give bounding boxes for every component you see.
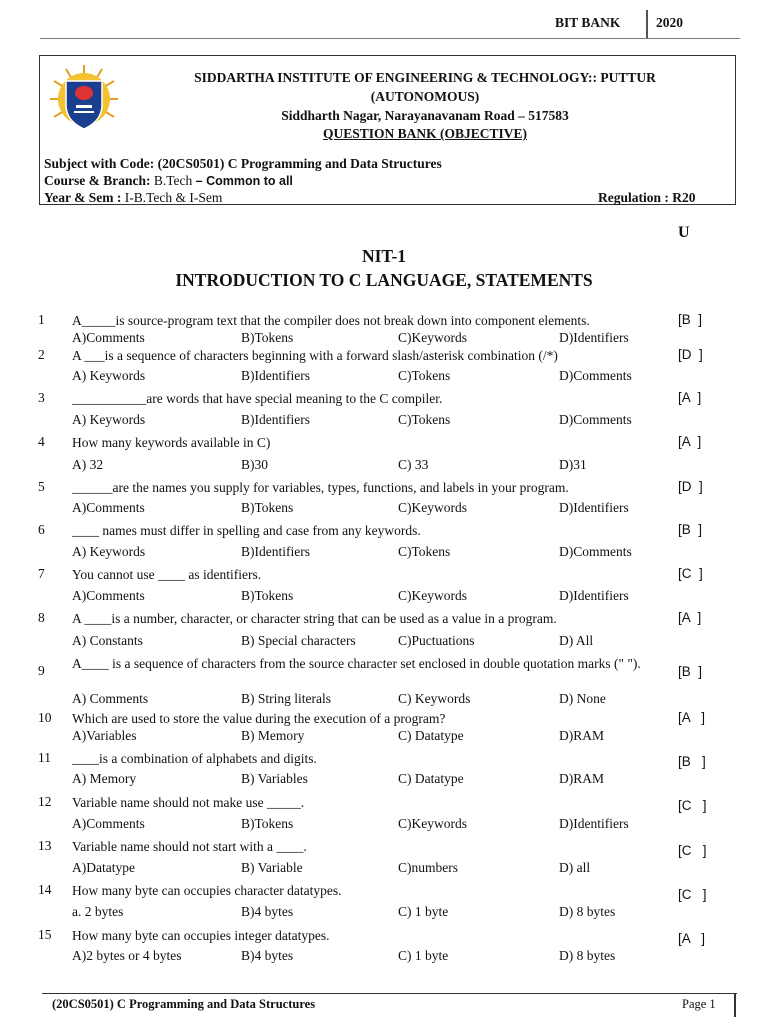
regulation: Regulation : R20 [598, 190, 696, 205]
option-a: A)2 bytes or 4 bytes [72, 948, 182, 963]
option-a: A)Comments [72, 330, 145, 345]
option-d: D) None [559, 691, 606, 706]
option-d: D)RAM [559, 728, 605, 743]
question-number: 12 [38, 794, 52, 809]
option-d: D) all [559, 860, 591, 875]
answer-key: [C ] [678, 843, 707, 858]
option-b: B)30 [241, 457, 268, 472]
option-c: C)Puctuations [398, 633, 475, 648]
question-text: Which are used to store the value during the execution of a program? [72, 711, 446, 726]
option-c: C)Tokens [398, 544, 451, 559]
institute-logo [48, 63, 120, 135]
question-text: A ___is a sequence of characters beginning with a forward slash/asterisk combination (/*) [72, 348, 558, 363]
answer-key: [D ] [678, 479, 703, 494]
option-a: A)Comments [72, 500, 145, 515]
option-c: C) Datatype [398, 728, 464, 743]
option-c: C) Keywords [398, 691, 471, 706]
option-c: C)Tokens [398, 412, 451, 427]
option-a: A) Keywords [72, 544, 146, 559]
option-a: A) Keywords [72, 368, 146, 383]
option-b: B)Tokens [241, 330, 294, 345]
year-sem-line [44, 190, 222, 206]
option-c: C)Keywords [398, 588, 467, 603]
option-d: D)Identifiers [559, 500, 629, 515]
subject-value: (20CS0501) C Programming and Data Structures [157, 156, 442, 171]
option-b: B) String literals [241, 691, 331, 706]
header-divider [646, 10, 648, 38]
branch-scope: – Common to all [195, 174, 293, 188]
answer-key: [C ] [678, 798, 707, 813]
subject-label: Subject with Code: [44, 156, 155, 171]
option-b: B) Variables [241, 771, 308, 786]
option-c: C) 33 [398, 457, 429, 472]
question-number: 3 [38, 390, 45, 405]
question-number: 1 [38, 312, 45, 327]
year-label: 2020 [656, 15, 683, 30]
answer-key: [B ] [678, 522, 703, 537]
answer-key: [B ] [678, 664, 703, 679]
footer-rule [42, 993, 737, 994]
unit-title: INTRODUCTION TO C LANGUAGE, STATEMENTS [175, 270, 593, 290]
option-d: D)Comments [559, 544, 632, 559]
answer-key: [A ] [678, 610, 702, 625]
option-b: B)Identifiers [241, 412, 310, 427]
option-a: A) Keywords [72, 412, 146, 427]
year-sem-value: I-B.Tech & I-Sem [124, 190, 223, 205]
footer-subject: (20CS0501) C Programming and Data Structures [52, 997, 316, 1011]
question-number: 4 [38, 434, 45, 449]
question-number: 13 [38, 838, 52, 853]
question-number: 8 [38, 610, 45, 625]
option-b: B) Variable [241, 860, 303, 875]
question-text: Variable name should not start with a ____. [72, 839, 307, 854]
option-c: C) Datatype [398, 771, 464, 786]
option-d: D)RAM [559, 771, 605, 786]
option-c: C) 1 byte [398, 904, 449, 919]
year-sem-label: Year & Sem : [44, 190, 122, 205]
page-number: Page 1 [682, 997, 716, 1011]
option-c: C)Keywords [398, 816, 467, 831]
option-a: A)Datatype [72, 860, 135, 875]
question-number: 2 [38, 347, 45, 362]
option-b: B)Identifiers [241, 368, 310, 383]
option-a: A) 32 [72, 457, 104, 472]
option-c: C) 1 byte [398, 948, 449, 963]
option-a: A) Comments [72, 691, 149, 706]
question-text: ____ names must differ in spelling and case from any keywords. [72, 523, 421, 538]
question-text: How many byte can occupies character datatypes. [72, 883, 342, 898]
option-b: B)Identifiers [241, 544, 310, 559]
option-b: B)Tokens [241, 588, 294, 603]
question-text: A____ is a sequence of characters from the source character set enclosed in double quotation marks (" "). [72, 656, 641, 671]
question-text: A_____is source-program text that the compiler does not break down into component elements. [72, 313, 590, 328]
option-b: B)4 bytes [241, 948, 294, 963]
question-number: 7 [38, 566, 45, 581]
answer-key: [A ] [678, 710, 706, 725]
question-number: 14 [38, 882, 52, 897]
option-a: A) Memory [72, 771, 137, 786]
option-b: B) Memory [241, 728, 305, 743]
option-a: A) Constants [72, 633, 143, 648]
branch-value: B.Tech [153, 173, 193, 188]
answer-key: [A ] [678, 931, 706, 946]
question-text: How many keywords available in C) [72, 435, 271, 450]
option-b: B)4 bytes [241, 904, 294, 919]
option-a: a. 2 bytes [72, 904, 124, 919]
answer-key: [B ] [678, 754, 706, 769]
answer-key: [D ] [678, 347, 703, 362]
option-d: D)Identifiers [559, 330, 629, 345]
option-a: A)Comments [72, 588, 145, 603]
option-b: B)Tokens [241, 816, 294, 831]
question-text: ____is a combination of alphabets and digits. [72, 751, 317, 766]
option-c: C)Keywords [398, 330, 467, 345]
option-c: C)Tokens [398, 368, 451, 383]
footer-divider [734, 993, 736, 1017]
question-text: Variable name should not make use _____. [72, 795, 305, 810]
option-c: C)Keywords [398, 500, 467, 515]
header-rule [40, 38, 740, 39]
answer-key: [A ] [678, 434, 702, 449]
institute-name: SIDDARTHA INSTITUTE OF ENGINEERING & TECHNOLOGY:: PUTTUR [194, 70, 656, 85]
question-number: 6 [38, 522, 45, 537]
option-d: D) All [559, 633, 594, 648]
option-b: B)Tokens [241, 500, 294, 515]
question-number: 15 [38, 927, 52, 942]
branch-line [44, 173, 293, 189]
answer-key: [C ] [678, 566, 703, 581]
answer-key: [A ] [678, 390, 702, 405]
branch-label: Course & Branch: [44, 173, 151, 188]
document-type: QUESTION BANK (OBJECTIVE) [322, 126, 528, 141]
question-number: 10 [38, 710, 52, 725]
institute-status: (AUTONOMOUS) [370, 89, 480, 104]
question-text: How many byte can occupies integer datatypes. [72, 928, 330, 943]
option-a: A)Variables [72, 728, 137, 743]
question-number: 11 [38, 750, 51, 765]
option-b: B) Special characters [241, 633, 356, 648]
question-number: 5 [38, 479, 45, 494]
unit-number: NIT-1 [361, 246, 407, 266]
option-d: D) 8 bytes [559, 948, 616, 963]
question-text: You cannot use ____ as identifiers. [72, 567, 262, 582]
question-number: 9 [38, 663, 45, 678]
subject-line [44, 156, 442, 172]
option-d: D) 8 bytes [559, 904, 616, 919]
question-text: A ____is a number, character, or character string that can be used as a value in a program. [72, 611, 557, 626]
question-text: ______are the names you supply for variables, types, functions, and labels in your program. [72, 480, 569, 495]
answer-key: [C ] [678, 887, 707, 902]
institute-address: Siddharth Nagar, Narayanavanam Road – 517583 [281, 108, 569, 123]
unit-mark: U [678, 224, 690, 241]
option-d: D)31 [559, 457, 587, 472]
bit-bank-label: BIT BANK [555, 15, 621, 30]
option-d: D)Comments [559, 368, 632, 383]
option-d: D)Identifiers [559, 816, 629, 831]
option-d: D)Identifiers [559, 588, 629, 603]
answer-key: [B ] [678, 312, 703, 327]
option-a: A)Comments [72, 816, 145, 831]
option-d: D)Comments [559, 412, 632, 427]
option-c: C)numbers [398, 860, 458, 875]
question-text: ___________are words that have special meaning to the C compiler. [72, 391, 443, 406]
